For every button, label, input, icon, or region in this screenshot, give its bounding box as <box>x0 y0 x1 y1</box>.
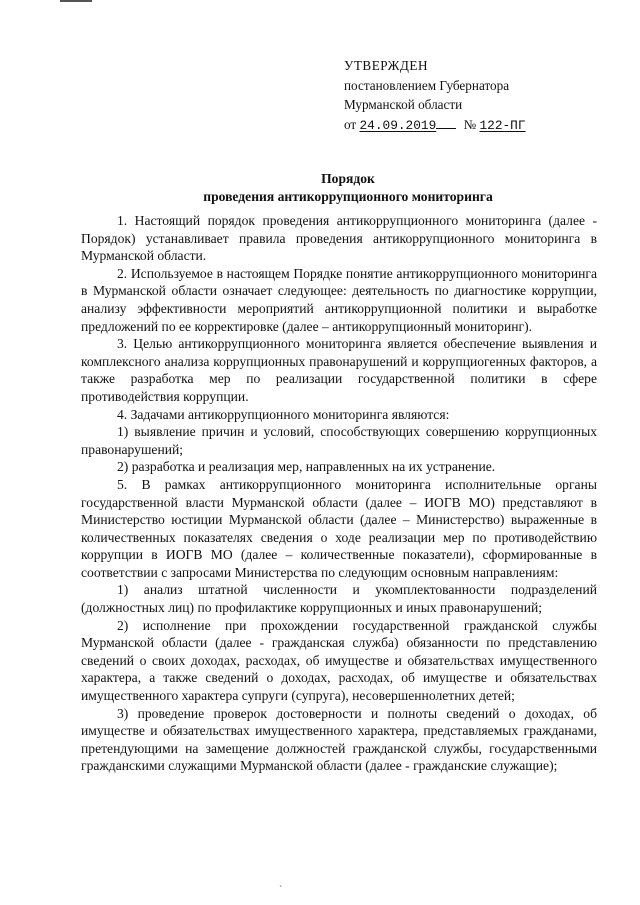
date-prefix: от <box>344 116 357 132</box>
approval-number: 122-ПГ <box>479 117 526 133</box>
paragraph-3: 3. Целью антикоррупционного мониторинга является обеспечение выявления и комплексного анализа коррупционных правонарушений и коррупциогенных факторов, а также разработка мер по реализации государственной политики в сфере противодействия коррупции. <box>81 336 597 404</box>
paragraph-5-item-1: 1) анализ штатной численности и укомплектованности подразделений (должностных лиц) по профилактике коррупционных и иных правонарушений; <box>81 582 597 616</box>
paragraph-2: 2. Используемое в настоящем Порядке понятие антикоррупционного мониторинга в Мурманской области означает следующее: деятельность по диагностике коррупции, анализу эффективности мероприятий антикоррупционной политики и выработке предложений по ее корректировке (далее – антикоррупционный мониторинг). <box>81 265 597 334</box>
approval-decree-line: постановлением Губернатора <box>344 77 510 93</box>
paragraph-4-item-2: 2) разработка и реализация мер, направленных на их устранение. <box>117 459 496 475</box>
document-heading <box>0 170 640 206</box>
document-body <box>81 212 597 775</box>
date-underline-gap <box>436 117 456 129</box>
heading-line-2: проведения антикоррупционного мониторинга <box>203 189 493 204</box>
paragraph-4: 4. Задачами антикоррупционного мониторинга являются: <box>117 406 450 422</box>
paragraph-4-item-1: 1) выявление причин и условий, способствующих совершению коррупционных правонарушений; <box>81 424 597 457</box>
approval-stamp-block <box>344 56 604 135</box>
scan-edge-mark <box>60 0 92 2</box>
approval-date: 24.09.2019 <box>359 117 437 133</box>
paragraph-5: 5. В рамках антикоррупционного мониторинга исполнительные органы государственной власти Мурманской области (далее – ИОГВ МО) представляют в Министерство юстиции Мурманской области (далее – Министерство) выраженные в количественных показателях сведения о ходе реализации мер по противодействию коррупции в ИОГВ МО (далее – количественные показатели), сформированные в соответствии с запросами Министерства по следующим основным направлениям: <box>81 476 597 580</box>
footer-mark: ` <box>279 885 283 896</box>
approval-region-line: Мурманской области <box>344 97 463 112</box>
paragraph-5-item-2: 2) исполнение при прохождении государственной гражданской службы Мурманской области (далее - гражданская служба) обязанности по представлению сведений о своих доходах, расходах, об имуществе и обязательствах имущественного характера, а также сведений о доходах, расходах, об имуществе и обязательствах имущественного характера супруги (супруга), несовершеннолетних детей; <box>81 617 597 704</box>
heading-line-1: Порядок <box>321 171 375 186</box>
number-prefix: № <box>463 116 477 132</box>
paragraph-5-item-3: 3) проведение проверок достоверности и полноты сведений о доходах, об имуществе и обязательствах имущественного характера, представляемых гражданами, претендующими на замещение должностей гражданской службы, государственными гражданскими служащими Мурманской области (далее - гражданские служащие); <box>81 705 597 774</box>
approval-date-line <box>344 115 604 136</box>
paragraph-1: 1. Настоящий порядок проведения антикоррупционного мониторинга (далее - Порядок) устанавливает правила проведения антикоррупционного мониторинга в Мурманской области. <box>81 213 597 264</box>
approval-title: УТВЕРЖДЕН <box>344 58 429 73</box>
